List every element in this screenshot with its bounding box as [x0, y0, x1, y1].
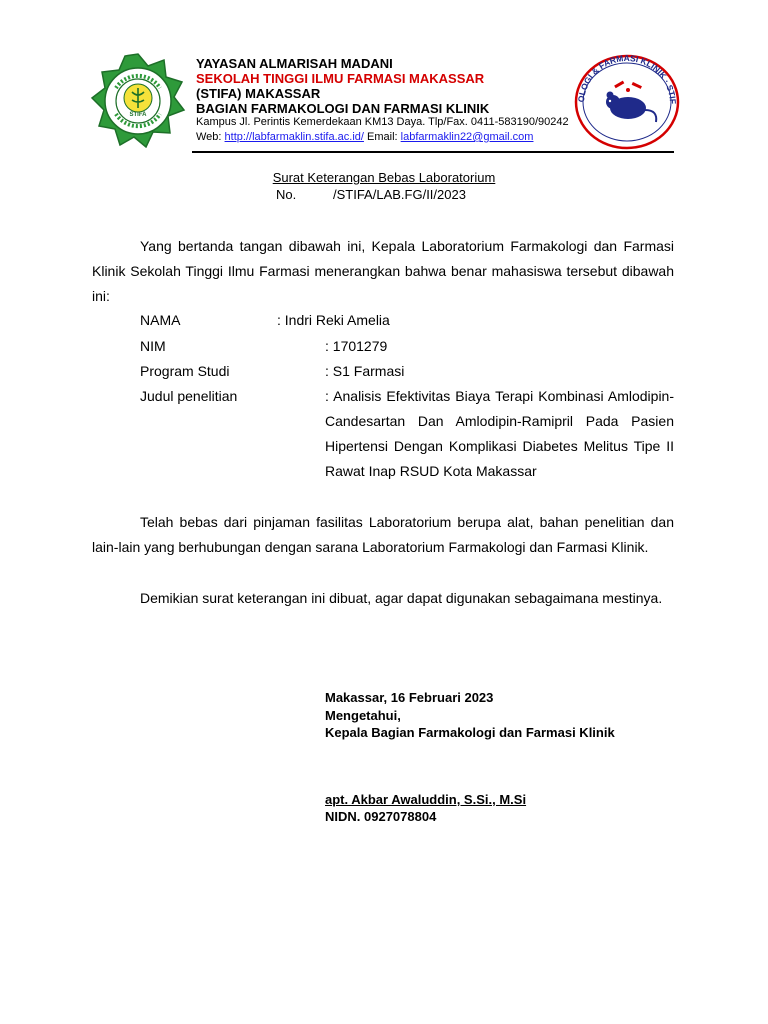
letterhead-divider [192, 151, 674, 153]
email-label: Email: [367, 131, 398, 143]
place-date: Makassar, 16 Februari 2023 [325, 690, 494, 705]
web-label: Web: [196, 131, 222, 143]
stifa-logo [90, 52, 186, 148]
letter-title-text: Surat Keterangan Bebas Laboratorium [272, 170, 496, 185]
signer-nidn: NIDN. 0927078804 [325, 809, 437, 824]
opening-paragraph: Yang bertanda tangan dibawah ini, Kepala Laboratorium Farmakologi dan Farmasi Klinik Sekolah Tinggi Ilmu Farmasi menerangkan bahwa benar mahasiswa tersebut dibawah ini: [92, 238, 674, 304]
lab-logo [570, 50, 684, 150]
research-label: Judul penelitian [140, 388, 238, 404]
statement-paragraph: Telah bebas dari pinjaman fasilitas Laboratorium berupa alat, bahan penelitian dan lain-lain yang berhubungan dengan sarana Laboratorium Farmakologi dan Farmasi Klinik. [92, 514, 674, 555]
name-value: : Indri Reki Amelia [277, 312, 390, 328]
letter-title [0, 170, 768, 185]
school-abbr: (STIFA) MAKASSAR [196, 86, 321, 101]
program-value: : S1 Farmasi [325, 363, 405, 379]
foundation-name: YAYASAN ALMARISAH MADANI [196, 56, 393, 71]
email-link[interactable]: labfarmaklin22@gmail.com [400, 131, 534, 143]
research-title: : Analisis Efektivitas Biaya Terapi Kombinasi Amlodipin-Candesartan Dan Amlodipin-Ramipril Pada Pasien Hipertensi Dengan Komplikasi Diabetes Melitus Tipe II Rawat Inap RSUD Kota Makassar [325, 388, 674, 479]
logo-stifa-text: STIFA [129, 112, 147, 118]
closing-paragraph: Demikian surat keterangan ini dibuat, agar dapat digunakan sebagaimana mestinya. [140, 590, 663, 606]
lab-logo-text: OLOGI & FARMASI KLINIK · STIF [575, 52, 679, 104]
school-name: SEKOLAH TINGGI ILMU FARMASI MAKASSAR [196, 71, 485, 86]
address: Kampus Jl. Perintis Kemerdekaan KM13 Daya. Tlp/Fax. 0411-583190/90242 [196, 116, 569, 128]
nim-value: : 1701279 [325, 338, 388, 354]
name-label: NAMA [140, 312, 181, 328]
letter-number-label: No. [276, 187, 297, 202]
letter-number-value: /STIFA/LAB.FG/II/2023 [333, 187, 466, 202]
web-link[interactable]: http://labfarmaklin.stifa.ac.id/ [224, 131, 364, 143]
signer-position: Kepala Bagian Farmakologi dan Farmasi Klinik [325, 725, 615, 740]
nim-label: NIM [140, 338, 166, 354]
signer-name: apt. Akbar Awaluddin, S.Si., M.Si [325, 792, 527, 807]
contact-line [196, 131, 533, 144]
program-label: Program Studi [140, 363, 230, 379]
department-name: BAGIAN FARMAKOLOGI DAN FARMASI KLINIK [196, 101, 490, 116]
acknowledged: Mengetahui, [325, 708, 401, 723]
